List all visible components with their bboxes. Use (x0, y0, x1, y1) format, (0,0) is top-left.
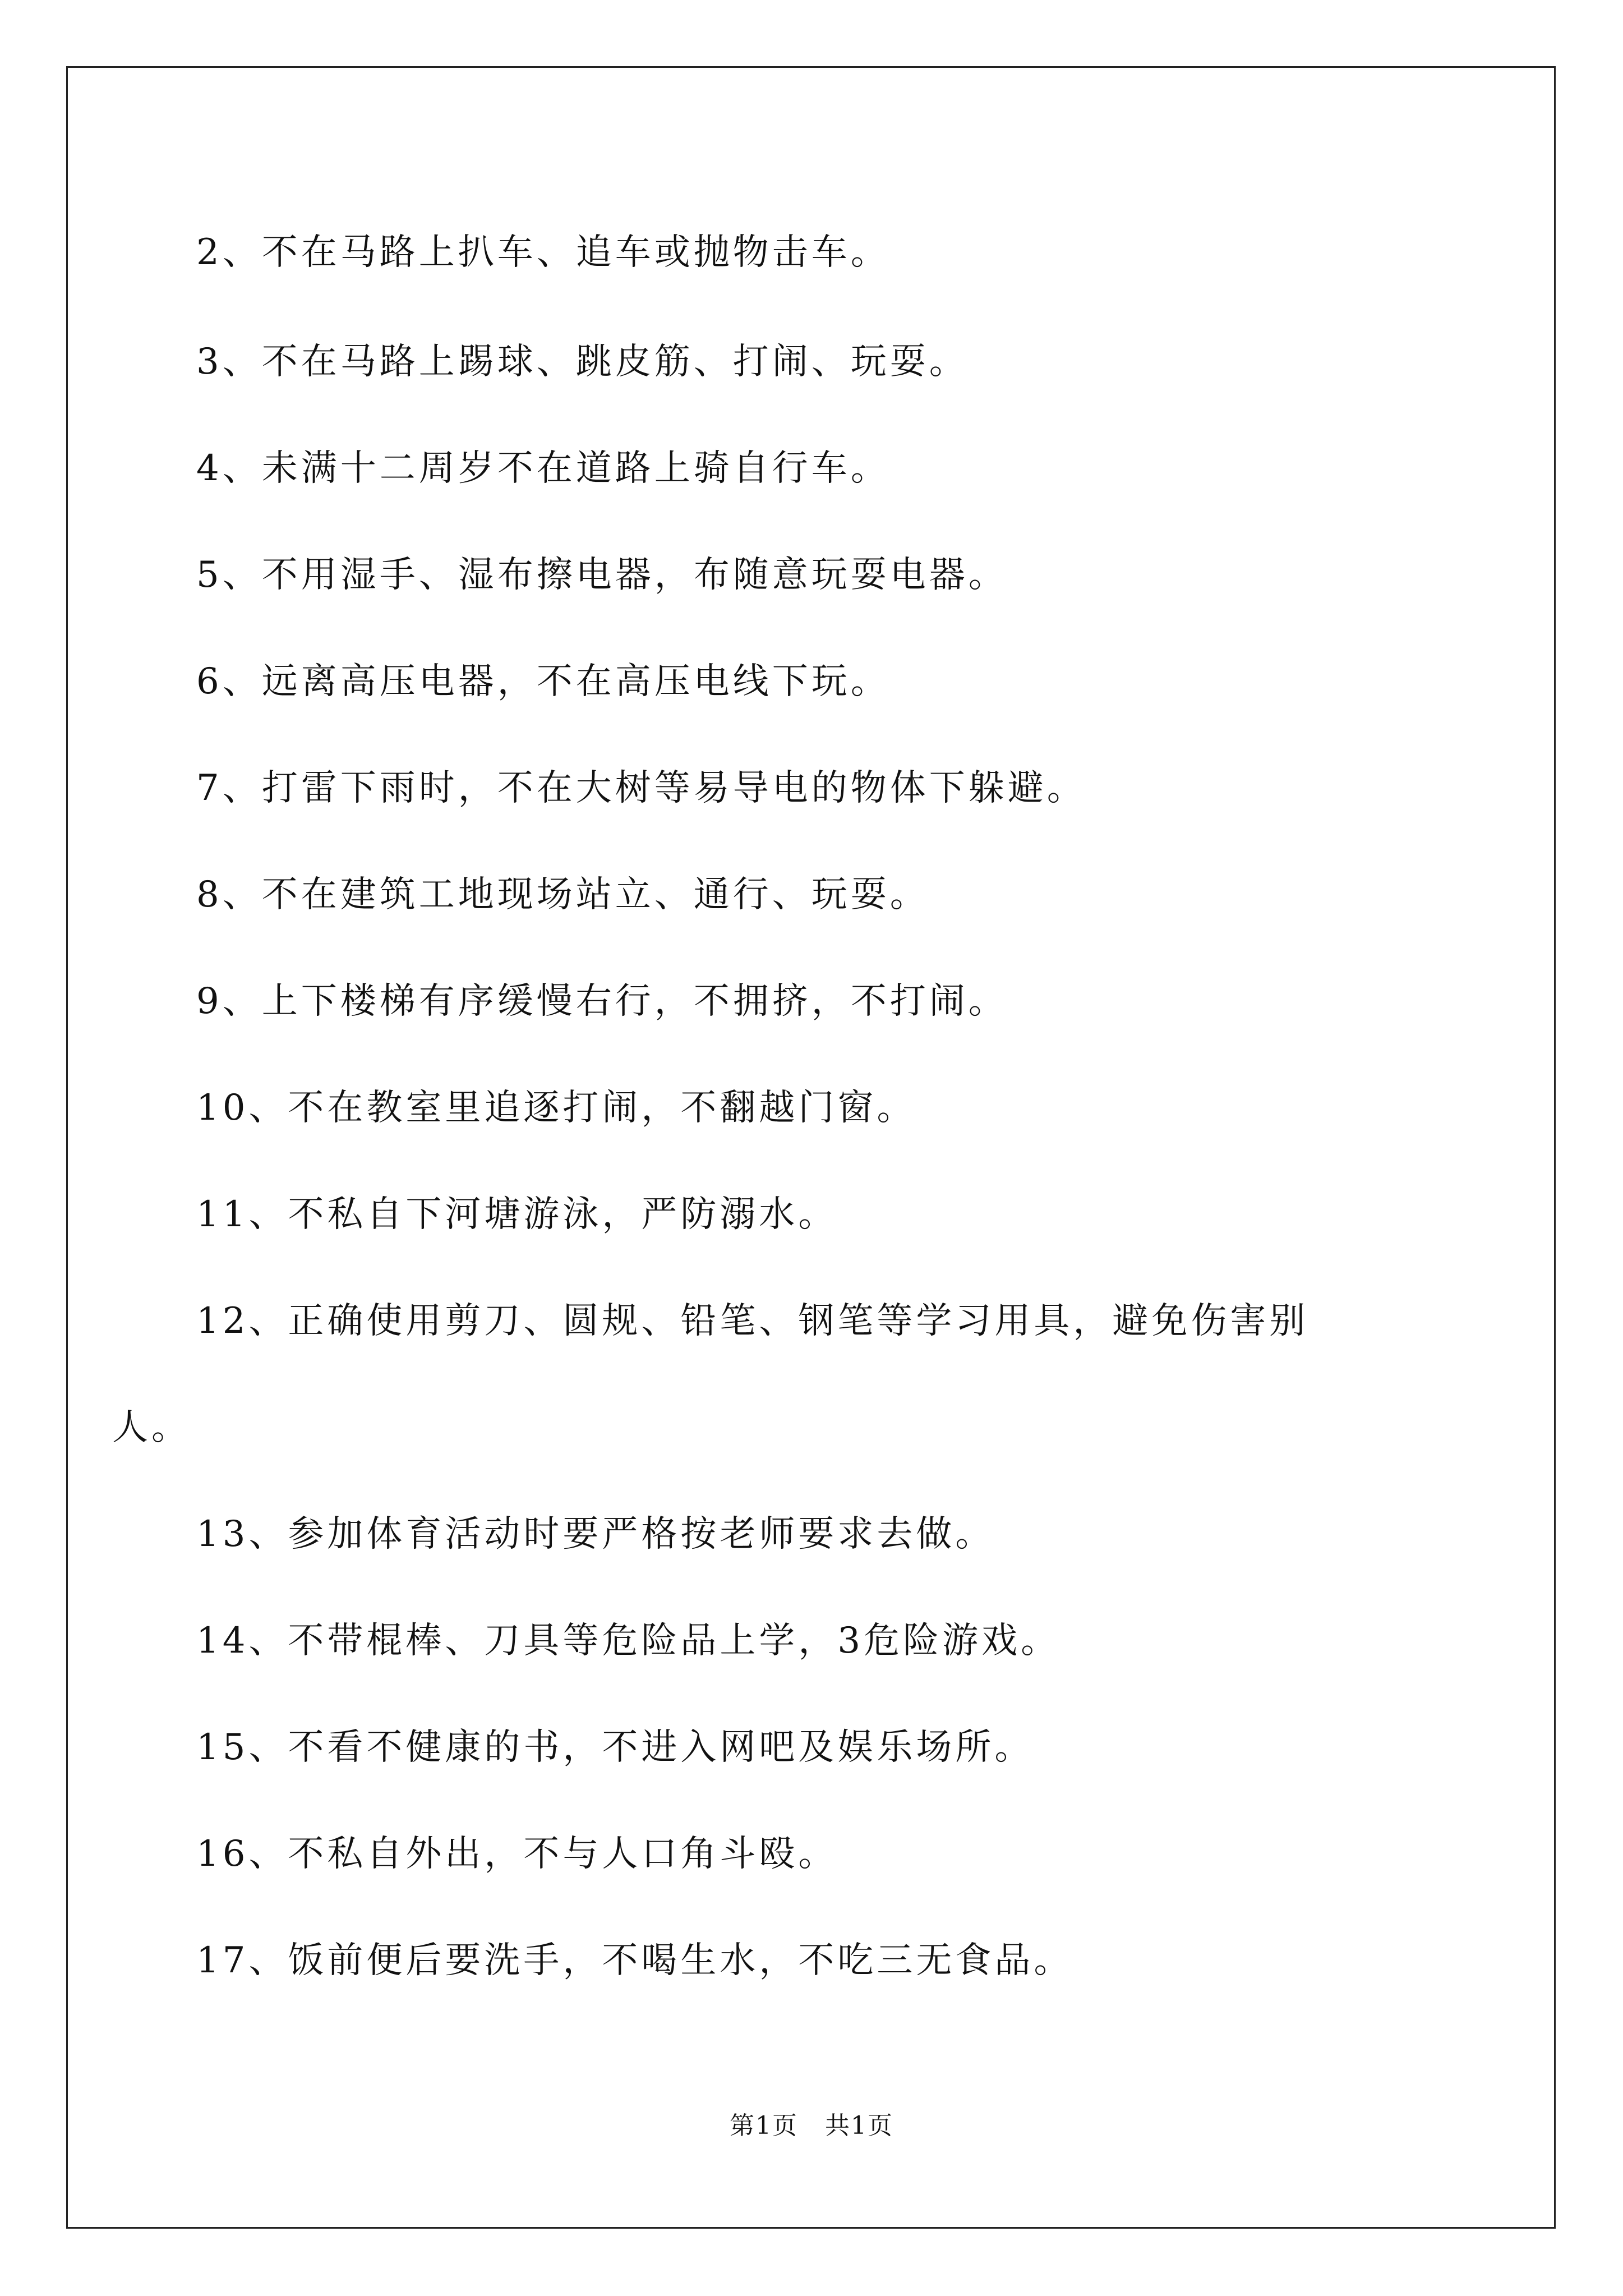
page-number-total: 共1页 (825, 2111, 893, 2140)
list-item: 8、不在建筑工地现场站立、通行、玩耍。 (196, 874, 929, 915)
list-item: 4、未满十二周岁不在道路上骑自行车。 (196, 448, 890, 489)
list-item: 5、不用湿手、湿布擦电器，布随意玩耍电器。 (196, 554, 1008, 596)
list-item: 3、不在马路上踢球、跳皮筋、打闹、玩耍。 (196, 341, 969, 383)
page-footer (0, 2109, 1623, 2143)
list-item: 9、上下楼梯有序缓慢右行，不拥挤，不打闹。 (196, 981, 1008, 1022)
list-item: 14、不带棍棒、刀具等危险品上学，3危险游戏。 (196, 1620, 1061, 1662)
list-item: 15、不看不健康的书，不进入网吧及娱乐场所。 (196, 1727, 1034, 1768)
list-item: 7、打雷下雨时，不在大树等易导电的物体下躲避。 (196, 767, 1086, 809)
list-item: 10、不在教室里追逐打闹，不翻越门窗。 (196, 1087, 916, 1129)
page-border (66, 66, 1556, 2229)
page-number-current: 第1页 (730, 2111, 798, 2140)
list-item: 12、正确使用剪刀、圆规、铅笔、钢笔等学习用具，避免伤害别 (196, 1300, 1309, 1342)
list-item-continuation: 人。 (112, 1407, 191, 1448)
list-item: 17、饭前便后要洗手，不喝生水，不吃三无食品。 (196, 1940, 1073, 1981)
list-item: 13、参加体育活动时要严格按老师要求去做。 (196, 1513, 995, 1555)
list-item: 16、不私自外出，不与人口角斗殴。 (196, 1833, 838, 1875)
list-item: 6、远离高压电器，不在高压电线下玩。 (196, 661, 890, 702)
list-item: 2、不在马路上扒车、追车或抛物击车。 (196, 232, 890, 273)
list-item: 11、不私自下河塘游泳，严防溺水。 (196, 1194, 838, 1235)
